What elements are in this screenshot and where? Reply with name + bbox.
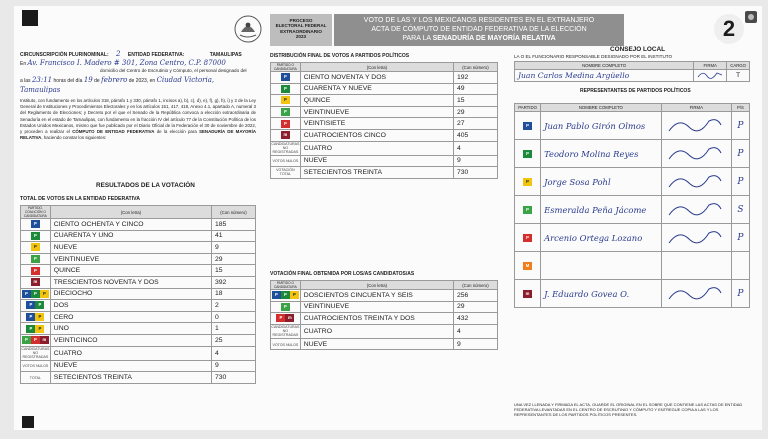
votes-in-letters: SETECIENTOS TREINTA <box>50 372 211 384</box>
party-logo-cell <box>271 106 301 118</box>
legal-body-text: Instituto, con fundamento en los artículos 318, párrafo 1 y 330, párrafo 1, incisos a), b), c), d), e), f), g), h), i) y 2 de la Ley General de Instituciones y Procedimientos Electorales y en los artículos 151, 417, 418, Anexo 4.1, apartado A, numeral 3 del Reglamento de Elecciones; y Decreto por el que el Senado de la República convoca a elección extraordinaria de Senaduría en el estado de Tamaulipas, con fundamento en la fracción IV del artículo 77 de la Constitución Política de los Estados Unidos Mexicanos, mismo que fue publicado por el Diario Oficial de la Federación el 30 de noviembre de 2022, y proceden a realizar el CÓMPUTO DE ENTIDAD FEDERATIVA de la elección para SENADURÍA DE MAYORÍA RELATIVA, haciendo constar los siguientes: <box>20 98 256 141</box>
party-logo-cell <box>21 230 51 242</box>
pri-logo-icon: P <box>26 325 35 333</box>
votes-in-letters: CUATRO <box>300 324 453 338</box>
votes-in-numbers: 15 <box>454 95 498 107</box>
votes-in-numbers: 4 <box>212 346 256 360</box>
votes-in-numbers: 41 <box>212 230 256 242</box>
pt-logo-icon: P <box>281 120 290 128</box>
votes-in-letters: CUATROCIENTOS CINCO <box>300 129 453 141</box>
distribution-row <box>271 83 498 95</box>
representative-kind: P <box>731 168 749 196</box>
process-header: PROCESO ELECTORAL FEDERAL EXTRAORDINARIO 2023 <box>270 14 332 46</box>
reps-title: REPRESENTANTES DE PARTIDOS POLÍTICOS <box>580 88 691 94</box>
results-row <box>21 219 256 231</box>
votes-in-numbers: 2 <box>212 300 256 312</box>
results-row <box>21 265 256 277</box>
representative-signature <box>661 168 731 196</box>
distribution-row <box>271 141 498 155</box>
distribution-row <box>271 118 498 130</box>
votes-in-letters: CIENTO NOVENTA Y DOS <box>300 72 453 84</box>
pvem-logo-icon: P <box>281 108 290 116</box>
votes-in-numbers: 1 <box>212 323 256 335</box>
representative-kind: P <box>731 280 749 308</box>
representative-row <box>515 224 750 252</box>
pvem-logo-icon: P <box>31 255 40 263</box>
results-row <box>21 372 256 384</box>
party-logo-cell <box>21 300 51 312</box>
distribution-rows <box>271 72 498 179</box>
pan-logo-icon: P <box>523 122 532 130</box>
corner-seal-icon <box>744 10 758 24</box>
results-title: RESULTADOS DE LA VOTACIÓN <box>96 182 195 189</box>
prd-logo-icon: P <box>523 178 532 186</box>
pan-logo-icon: P <box>272 291 281 299</box>
votes-in-numbers: 0 <box>212 311 256 323</box>
party-logo-cell <box>271 118 301 130</box>
prd-logo-icon: P <box>31 243 40 251</box>
party-logo-cell <box>271 95 301 107</box>
distribution-row <box>271 129 498 141</box>
representative-name: Arcenio Ortega Lozano <box>541 224 662 252</box>
votes-in-numbers: 4 <box>454 324 498 338</box>
row-label-text: VOTACIÓN TOTAL <box>276 167 295 176</box>
votes-in-letters: NUEVE <box>300 155 453 167</box>
official-label: LA O EL FUNCIONARIO RESPONSABLE DESIGNADO POR EL INSTITUTO <box>514 54 673 59</box>
pvem-logo-icon: P <box>22 336 31 344</box>
representatives-table: PARTIDO NOMBRE COMPLETO FIRMA P/S P Juan Pablo Girón Olmos P P Teodoro Molina Reyes P P Jorge Sosa Pohl P P Esmeralda Peña Jácome S P Arcenio Ortega Lozano P M m J. Eduardo Govea O. P <box>514 103 750 308</box>
distribution-row <box>271 72 498 84</box>
votes-in-letters: CUATRO <box>50 346 211 360</box>
candidate-row <box>271 313 498 325</box>
results-rows <box>21 219 256 384</box>
representative-signature <box>661 224 731 252</box>
votes-in-letters: VEINTINUEVE <box>50 253 211 265</box>
row-label-text: CANDIDATURAS NO REGISTRADAS <box>21 346 50 359</box>
results-table <box>20 205 256 384</box>
votes-in-letters: CUATROCIENTOS TREINTA Y DOS <box>300 313 453 325</box>
prd-logo-icon: P <box>290 291 299 299</box>
votes-in-numbers: 15 <box>212 265 256 277</box>
votes-in-numbers: 730 <box>454 167 498 179</box>
representative-row <box>515 168 750 196</box>
representative-name: J. Eduardo Govea O. <box>541 280 662 308</box>
party-logo-cell <box>515 224 541 252</box>
candidate-row <box>271 338 498 350</box>
distribution-table <box>270 62 498 179</box>
pri-logo-icon: P <box>281 85 290 93</box>
official-table: NOMBRE COMPLETO FIRMA CARGO Juan Carlos Medina Argüello T <box>514 61 750 82</box>
candidate-row <box>271 290 498 302</box>
votes-in-numbers: 256 <box>454 290 498 302</box>
distribution-table-header: PARTIDO O CANDIDATURA (Con letra) (Con número) <box>271 63 498 72</box>
party-logo-cell <box>271 72 301 84</box>
votes-in-numbers: 49 <box>454 83 498 95</box>
votes-in-letters: NUEVE <box>300 338 453 350</box>
prd-logo-icon: P <box>35 313 44 321</box>
votes-in-letters: CUARENTA Y UNO <box>50 230 211 242</box>
pt-logo-icon: P <box>31 267 40 275</box>
distribution-title: DISTRIBUCIÓN FINAL DE VOTOS A PARTIDOS POLÍTICOS <box>270 53 410 59</box>
votes-in-numbers: 9 <box>212 242 256 254</box>
results-row <box>21 334 256 346</box>
results-row <box>21 346 256 360</box>
pvem-logo-icon: P <box>523 206 532 214</box>
signature-scribble-icon <box>665 171 725 191</box>
row-label-text: VOTOS NULOS <box>272 159 299 164</box>
party-logo-cell <box>21 276 51 288</box>
candidates-rows <box>271 290 498 350</box>
representative-signature <box>661 196 731 224</box>
ballot-act-sheet <box>14 6 762 430</box>
representative-signature <box>661 112 731 140</box>
signature-scribble-icon <box>665 283 725 303</box>
votes-in-numbers: 730 <box>212 372 256 384</box>
morena-logo-icon: m <box>523 290 532 298</box>
official-row: Juan Carlos Medina Argüello T <box>515 70 750 82</box>
votes-in-letters: DIECIOCHO <box>50 288 211 300</box>
representative-name: Juan Pablo Girón Olmos <box>541 112 662 140</box>
representative-row <box>515 112 750 140</box>
votes-in-numbers: 27 <box>454 118 498 130</box>
party-logo-cell <box>515 252 541 280</box>
party-logo-cell <box>271 324 301 338</box>
distribution-row <box>271 95 498 107</box>
votes-in-numbers: 4 <box>454 141 498 155</box>
party-logo-cell <box>21 346 51 360</box>
party-logo-cell <box>21 265 51 277</box>
votes-in-numbers: 9 <box>454 155 498 167</box>
party-logo-cell <box>515 168 541 196</box>
signature-scribble-icon <box>665 143 725 163</box>
party-logo-cell <box>21 360 51 372</box>
document-title: VOTO DE LAS Y LOS MEXICANOS RESIDENTES EN EL EXTRANJERO ACTA DE CÓMPUTO DE ENTIDAD FEDERATIVA DE LA ELECCIÓN PARA LA SENADURÍA DE MAYORÍA RELATIVA <box>334 14 624 46</box>
party-logo-cell <box>21 334 51 346</box>
party-logo-cell <box>515 196 541 224</box>
results-row <box>21 300 256 312</box>
results-row <box>21 242 256 254</box>
results-row <box>21 360 256 372</box>
representative-signature <box>661 252 731 280</box>
pan-logo-icon: P <box>26 313 35 321</box>
votes-in-letters: QUINCE <box>50 265 211 277</box>
votes-in-letters: VEINTICINCO <box>50 334 211 346</box>
party-logo-cell <box>515 280 541 308</box>
morena-logo-icon: m <box>281 131 290 139</box>
party-logo-cell <box>515 112 541 140</box>
representative-row <box>515 196 750 224</box>
party-logo-cell <box>515 140 541 168</box>
votes-in-letters: VEINTINUEVE <box>300 301 453 313</box>
party-logo-cell <box>271 141 301 155</box>
votes-in-numbers: 405 <box>454 129 498 141</box>
candidate-row <box>271 301 498 313</box>
registration-mark-bottom-left <box>22 416 34 428</box>
party-logo-cell <box>271 167 301 179</box>
votes-in-letters: SETECIENTOS TREINTA <box>300 167 453 179</box>
pri-logo-icon: P <box>31 290 40 298</box>
prd-logo-icon: P <box>35 325 44 333</box>
row-label-text: TOTAL <box>29 375 42 380</box>
prd-logo-icon: P <box>40 290 49 298</box>
votes-in-numbers: 29 <box>454 301 498 313</box>
votes-in-numbers: 185 <box>212 219 256 231</box>
distribution-row <box>271 167 498 179</box>
signature-scribble-icon <box>665 115 725 135</box>
row-label-text: VOTOS NULOS <box>22 364 49 369</box>
party-logo-cell <box>21 311 51 323</box>
address-line: En Av. Francisco I. Madero # 301, Zona Centro, C.P. 87000 <box>20 59 226 67</box>
representative-signature <box>661 140 731 168</box>
votes-in-numbers: 29 <box>212 253 256 265</box>
pan-logo-icon: P <box>31 220 40 228</box>
results-row <box>21 276 256 288</box>
party-logo-cell <box>21 219 51 231</box>
votes-in-numbers: 192 <box>454 72 498 84</box>
pt-logo-icon: P <box>31 336 40 344</box>
prd-logo-icon: P <box>281 96 290 104</box>
representative-kind: P <box>731 112 749 140</box>
votes-in-letters: VEINTISIETE <box>300 118 453 130</box>
national-emblem-icon <box>232 14 264 44</box>
pan-logo-icon: P <box>26 301 35 309</box>
representative-kind: P <box>731 140 749 168</box>
party-logo-cell <box>271 338 301 350</box>
distribution-row <box>271 155 498 167</box>
party-logo-cell <box>271 129 301 141</box>
party-logo-cell <box>21 288 51 300</box>
pan-logo-icon: P <box>22 290 31 298</box>
candidates-table-header: PARTIDO O CANDIDATURA (Con letra) (Con número) <box>271 281 498 290</box>
representative-row <box>515 252 750 280</box>
votes-in-numbers: 18 <box>212 288 256 300</box>
results-row <box>21 230 256 242</box>
address-suffix: domicilio del Centro de Escrutinio y Cómputo, el personal designado del <box>100 68 247 73</box>
candidate-row <box>271 324 498 338</box>
party-logo-cell <box>21 323 51 335</box>
results-row <box>21 288 256 300</box>
signature-scribble-icon <box>665 227 725 247</box>
total-votes-label: TOTAL DE VOTOS EN LA ENTIDAD FEDERATIVA <box>20 196 140 202</box>
votes-in-letters: TRESCIENTOS NOVENTA Y DOS <box>50 276 211 288</box>
votes-in-numbers: 432 <box>454 313 498 325</box>
signature-scribble-icon <box>665 199 725 219</box>
representatives-rows <box>515 112 750 308</box>
pan-logo-icon: P <box>281 73 290 81</box>
row-label-text: CANDIDATURAS NO REGISTRADAS <box>271 141 300 154</box>
pt-logo-icon: P <box>276 314 285 322</box>
pt-logo-icon: P <box>523 234 532 242</box>
party-logo-cell <box>21 242 51 254</box>
votes-in-numbers: 29 <box>454 106 498 118</box>
representative-row <box>515 280 750 308</box>
representative-kind <box>731 252 749 280</box>
candidates-title: VOTACIÓN FINAL OBTENIDA POR LOS/AS CANDIDATOS/AS <box>270 271 415 277</box>
party-logo-cell <box>271 290 301 302</box>
signature-scribble-icon <box>697 70 723 79</box>
circ-line: CIRCUNSCRIPCIÓN PLURINOMINAL: 2 ENTIDAD FEDERATIVA: TAMAULIPAS <box>20 50 242 58</box>
official-signature <box>694 70 727 82</box>
representative-kind: S <box>731 196 749 224</box>
votes-in-numbers: 392 <box>212 276 256 288</box>
results-row <box>21 311 256 323</box>
votes-in-letters: CUARENTA Y NUEVE <box>300 83 453 95</box>
representative-name: Esmeralda Peña Jácome <box>541 196 662 224</box>
pri-logo-icon: P <box>281 291 290 299</box>
candidates-table <box>270 280 498 350</box>
votes-in-letters: CUATRO <box>300 141 453 155</box>
morena-logo-icon: m <box>31 278 40 286</box>
party-logo-cell <box>271 83 301 95</box>
votes-in-letters: VEINTINUEVE <box>300 106 453 118</box>
representative-name <box>541 252 662 280</box>
votes-in-letters: NUEVE <box>50 360 211 372</box>
pvem-logo-icon: P <box>281 303 290 311</box>
morena-logo-icon: m <box>40 336 49 344</box>
official-name: Juan Carlos Medina Argüello <box>515 70 694 82</box>
party-logo-cell <box>21 372 51 384</box>
party-logo-cell <box>271 155 301 167</box>
votes-in-letters: DOS <box>50 300 211 312</box>
votes-in-letters: CIENTO OCHENTA Y CINCO <box>50 219 211 231</box>
representative-name: Teodoro Molina Reyes <box>541 140 662 168</box>
party-logo-cell <box>21 253 51 265</box>
results-row <box>21 253 256 265</box>
distribution-row <box>271 106 498 118</box>
pri-logo-icon: P <box>523 150 532 158</box>
votes-in-letters: NUEVE <box>50 242 211 254</box>
council-title: CONSEJO LOCAL <box>610 46 666 53</box>
mc-logo-icon: M <box>523 262 532 270</box>
representative-kind: P <box>731 224 749 252</box>
page-number: 2 <box>714 14 744 44</box>
time-line: a las 23:11 horas del día 19 de febrero de 2023, en Ciudad Victoria, <box>20 76 215 84</box>
results-row <box>21 323 256 335</box>
representative-name: Jorge Sosa Pohl <box>541 168 662 196</box>
morena-logo-icon: m <box>285 314 294 322</box>
votes-in-numbers: 9 <box>212 360 256 372</box>
votes-in-numbers: 25 <box>212 334 256 346</box>
row-label-text: CANDIDATURAS NO REGISTRADAS <box>271 324 300 337</box>
votes-in-letters: DOSCIENTOS CINCUENTA Y SEIS <box>300 290 453 302</box>
votes-in-letters: UNO <box>50 323 211 335</box>
party-logo-cell <box>271 301 301 313</box>
representative-signature <box>661 280 731 308</box>
state-handwritten: Tamaulipas <box>20 86 61 94</box>
votes-in-letters: CERO <box>50 311 211 323</box>
pri-logo-icon: P <box>31 232 40 240</box>
row-label-text: VOTOS NULOS <box>272 342 299 347</box>
party-logo-cell <box>271 313 301 325</box>
representative-row <box>515 140 750 168</box>
results-table-header: PARTIDO, COALICIÓN O CANDIDATURA (Con letra) (Con número) <box>21 206 256 219</box>
pri-logo-icon: P <box>35 301 44 309</box>
votes-in-letters: QUINCE <box>300 95 453 107</box>
footer-instructions: UNA VEZ LLENADA Y FIRMADA EL ACTA, GUARDE EL ORIGINAL EN EL SOBRE QUE CONTIENE LAS ACTAS DE ENTIDAD FEDERATIVA LEVANTADAS EN EL CENTRO DE ESCRUTINIO Y CÓMPUTO Y ENTREGUE COPIA A LAS Y LOS REPRESENTANTES DE LOS PARTIDOS POLÍTICOS PRESENTES. <box>514 402 743 417</box>
registration-mark-top-left <box>22 10 38 26</box>
votes-in-numbers: 9 <box>454 338 498 350</box>
